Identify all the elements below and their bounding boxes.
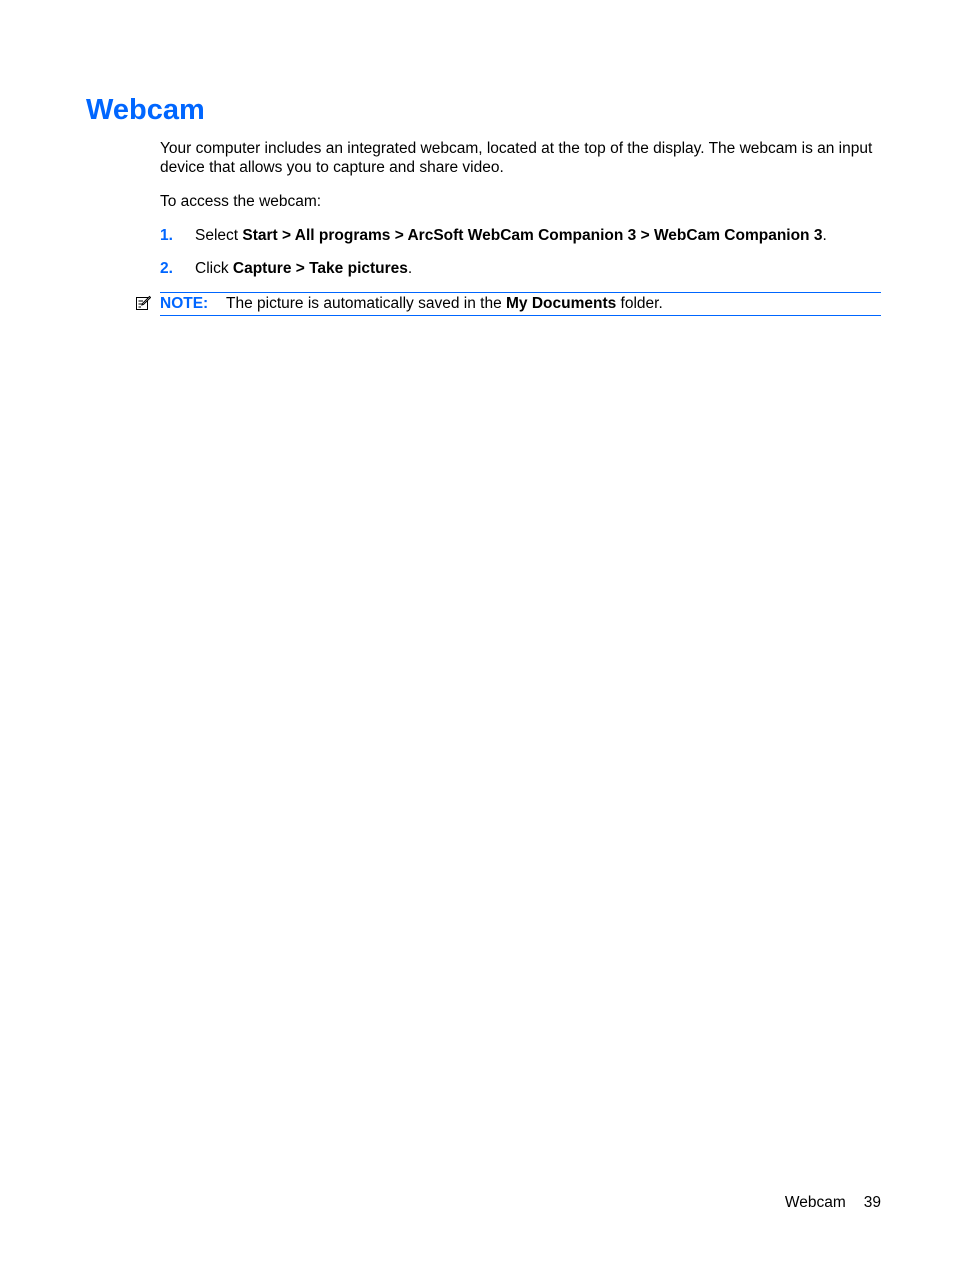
step-text [195,259,412,278]
note-text [226,294,663,313]
page-title: Webcam [86,94,205,126]
page-footer [785,1193,881,1212]
step-menu-path: Start > All programs > ArcSoft WebCam Companion 3 > WebCam Companion 3 [242,227,823,244]
step-number: 2. [160,260,173,277]
footer-page-number: 39 [863,1194,881,1211]
note-prefix: The picture is automatically saved in the [226,295,506,312]
step-suffix: . [407,260,413,277]
intro-paragraph: Your computer includes an integrated webcam, located at the top of the display. The webcam is an input device that allows you to capture and share video. [160,140,873,176]
note-box [160,292,881,316]
note-pencil-icon [135,295,151,311]
footer-section: Webcam [784,1194,846,1211]
note-suffix: folder. [616,295,663,312]
step-prefix: Click [195,260,233,277]
step-suffix: . [822,227,827,244]
step-number: 1. [160,227,173,244]
note-label: NOTE: [160,295,209,312]
note-folder-name: My Documents [506,295,617,312]
step-menu-path: Capture > Take pictures [232,260,408,277]
step-text [195,226,827,245]
step-prefix: Select [195,227,243,244]
access-instruction: To access the webcam: [160,193,322,210]
